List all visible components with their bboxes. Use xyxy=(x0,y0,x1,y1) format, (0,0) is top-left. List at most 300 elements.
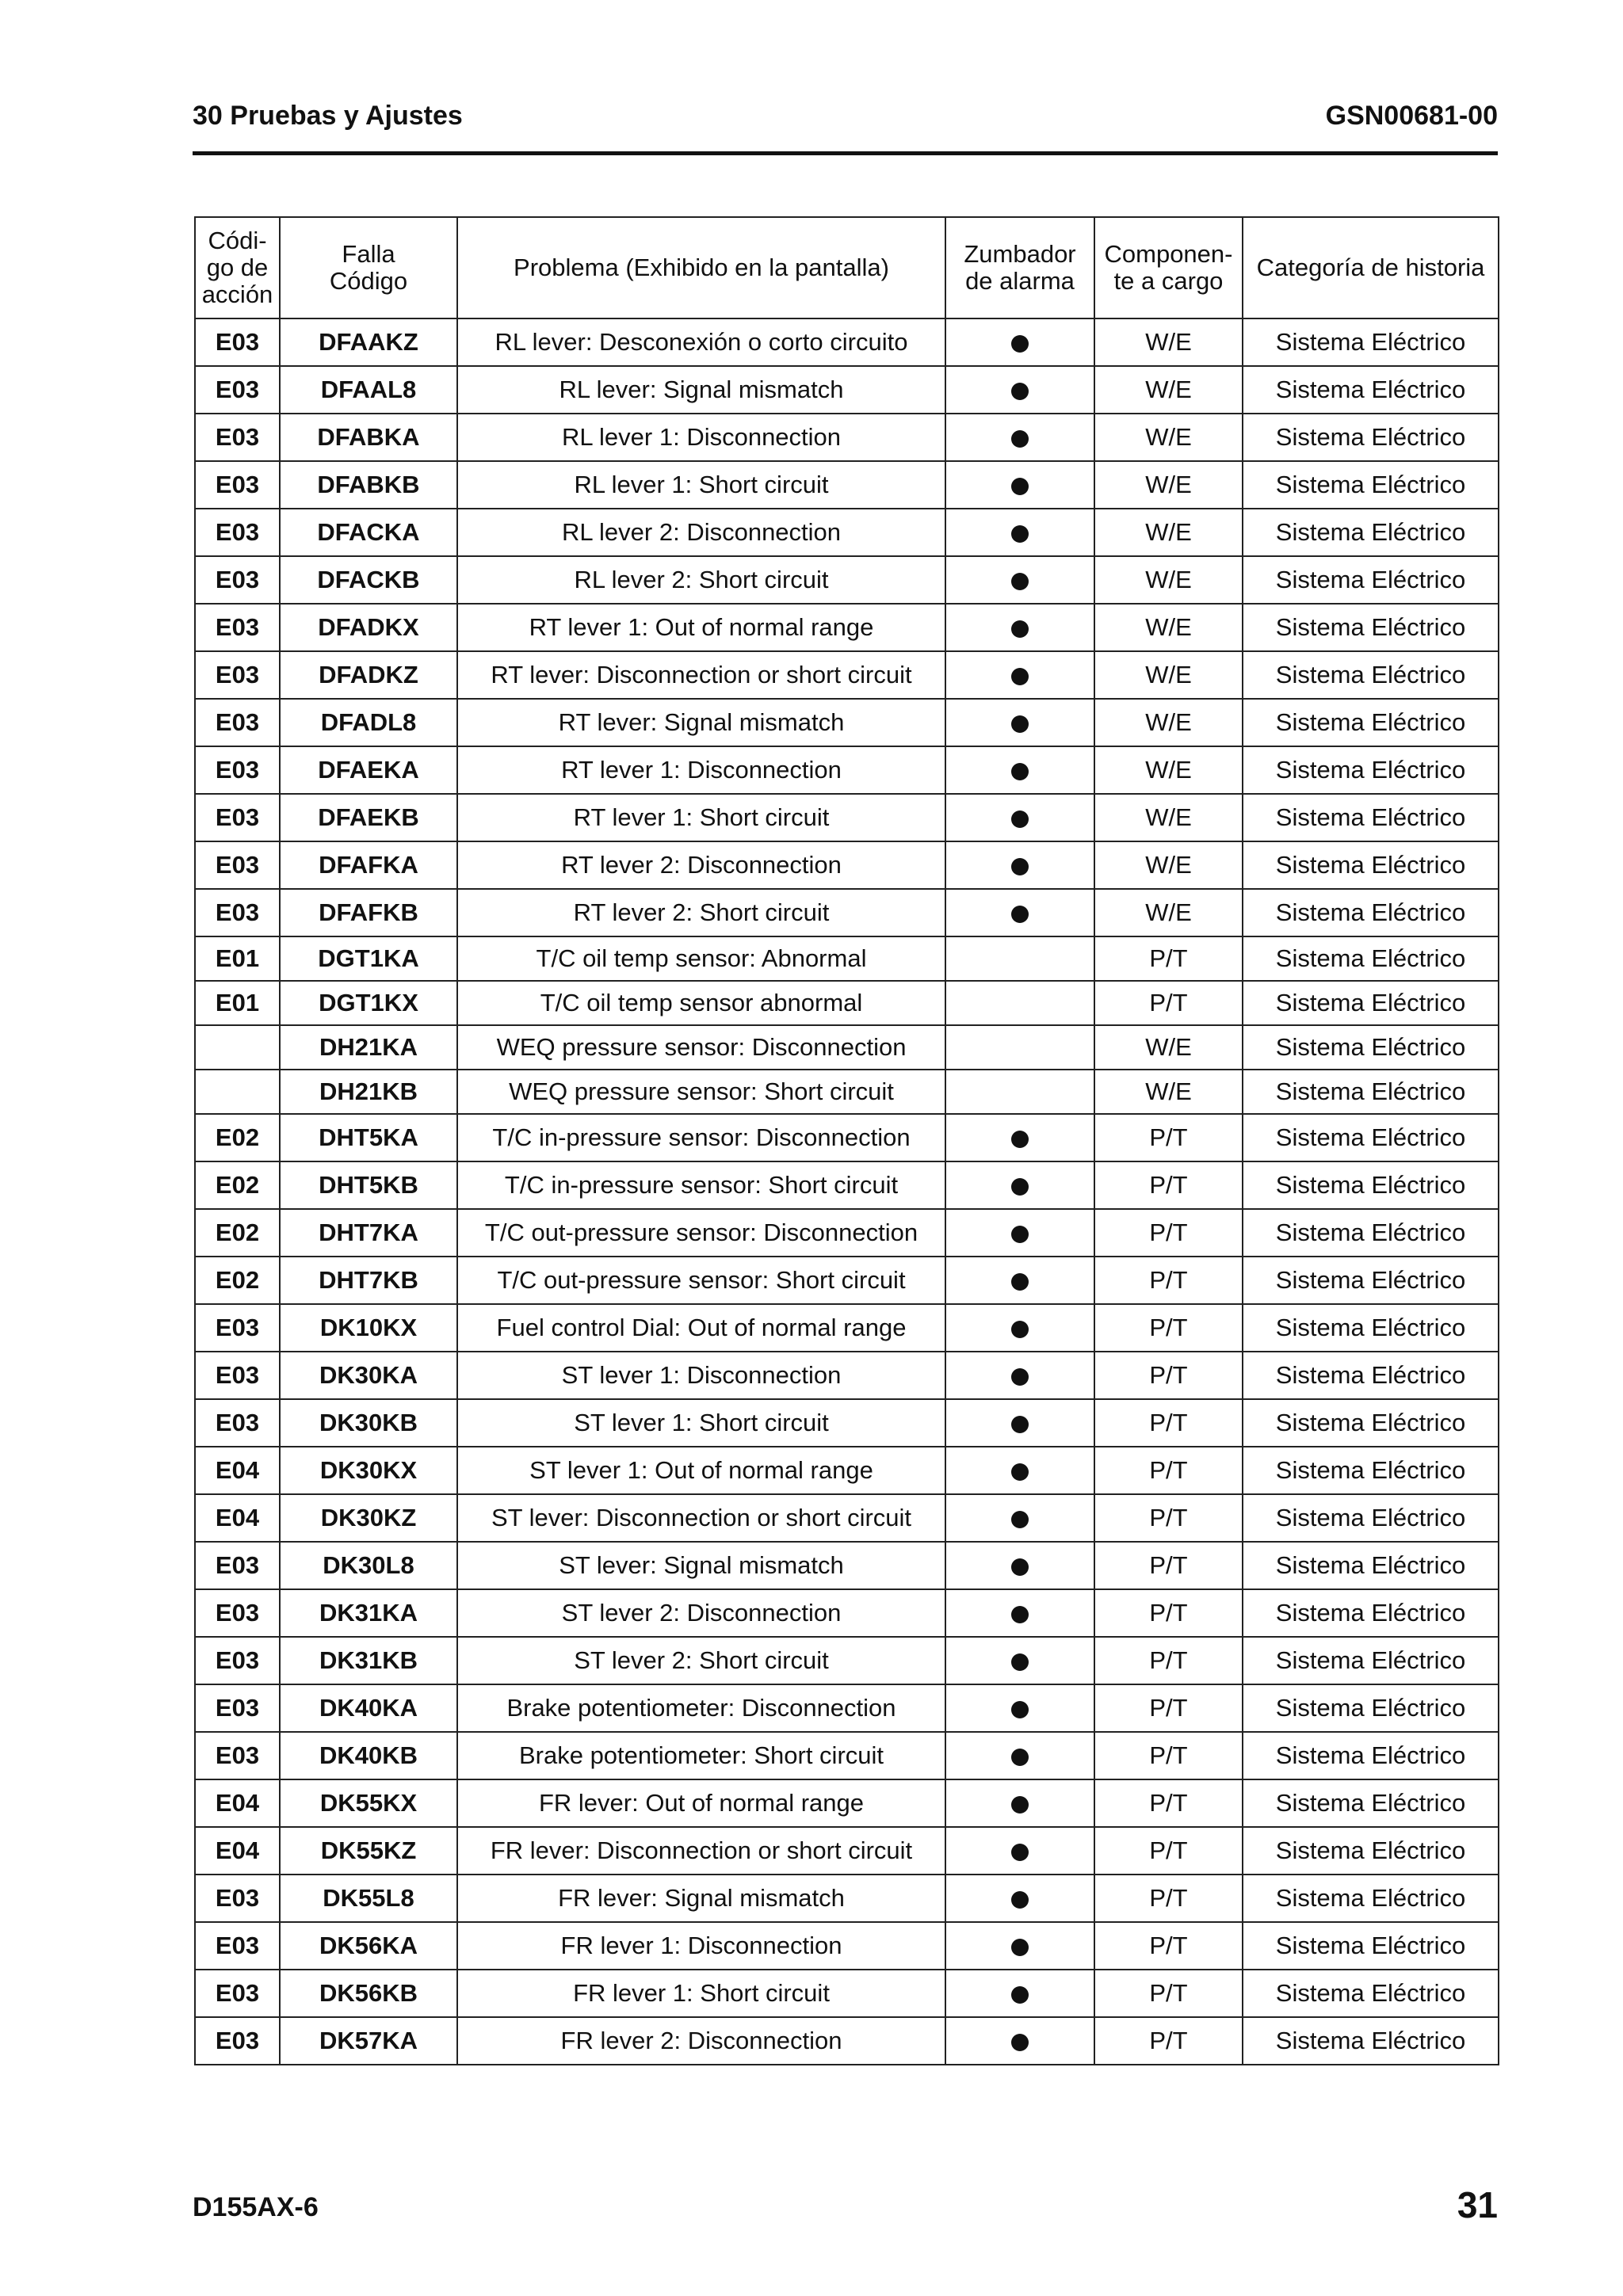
action-code-cell: E03 xyxy=(195,318,280,366)
fault-code-cell: DK30KB xyxy=(280,1399,457,1447)
problem-cell: RT lever 1: Disconnection xyxy=(457,746,945,794)
fault-code-cell: DFAAKZ xyxy=(280,318,457,366)
table-row xyxy=(195,794,1499,841)
alarm-cell xyxy=(945,366,1094,414)
component-cell: P/T xyxy=(1094,1922,1243,1970)
component-cell: P/T xyxy=(1094,1114,1243,1161)
action-code-cell: E03 xyxy=(195,461,280,509)
table-row xyxy=(195,1970,1499,2017)
alarm-dot-icon xyxy=(1011,1463,1029,1481)
component-cell: P/T xyxy=(1094,1542,1243,1589)
fault-code-cell: DFADKX xyxy=(280,604,457,651)
table-row xyxy=(195,1114,1499,1161)
table-row xyxy=(195,461,1499,509)
fault-code-cell: DFABKB xyxy=(280,461,457,509)
alarm-cell xyxy=(945,889,1094,936)
category-cell: Sistema Eléctrico xyxy=(1243,699,1499,746)
component-cell: W/E xyxy=(1094,414,1243,461)
fault-code-table xyxy=(194,216,1499,2065)
alarm-dot-icon xyxy=(1011,906,1029,923)
table-row xyxy=(195,651,1499,699)
fault-code-cell: DH21KA xyxy=(280,1025,457,1070)
problem-cell: ST lever: Signal mismatch xyxy=(457,1542,945,1589)
table-row xyxy=(195,699,1499,746)
col-header-problema: Problema (Exhibido en la pantalla) xyxy=(457,217,945,318)
col-header-alarma: Zumbador de alarma xyxy=(945,217,1094,318)
problem-cell: RL lever 1: Short circuit xyxy=(457,461,945,509)
alarm-cell xyxy=(945,1257,1094,1304)
table-row xyxy=(195,1827,1499,1875)
alarm-cell xyxy=(945,1352,1094,1399)
alarm-cell xyxy=(945,1827,1094,1875)
fault-code-cell: DH21KB xyxy=(280,1070,457,1114)
table-row xyxy=(195,1732,1499,1779)
alarm-dot-icon xyxy=(1011,620,1029,638)
alarm-cell xyxy=(945,1542,1094,1589)
problem-cell: ST lever 2: Short circuit xyxy=(457,1637,945,1684)
action-code-cell: E03 xyxy=(195,1589,280,1637)
fault-code-cell: DGT1KX xyxy=(280,981,457,1025)
category-cell: Sistema Eléctrico xyxy=(1243,651,1499,699)
fault-code-cell: DFAFKB xyxy=(280,889,457,936)
table-row xyxy=(195,604,1499,651)
problem-cell: WEQ pressure sensor: Short circuit xyxy=(457,1070,945,1114)
component-cell: W/E xyxy=(1094,841,1243,889)
component-cell: P/T xyxy=(1094,1161,1243,1209)
table-row xyxy=(195,1257,1499,1304)
component-cell: P/T xyxy=(1094,1304,1243,1352)
fault-code-cell: DFAEKB xyxy=(280,794,457,841)
category-cell: Sistema Eléctrico xyxy=(1243,1970,1499,2017)
component-cell: P/T xyxy=(1094,1827,1243,1875)
fault-code-cell: DFACKA xyxy=(280,509,457,556)
category-cell: Sistema Eléctrico xyxy=(1243,1922,1499,1970)
fault-code-cell: DFACKB xyxy=(280,556,457,604)
alarm-cell xyxy=(945,556,1094,604)
alarm-cell xyxy=(945,794,1094,841)
fault-code-cell: DK56KB xyxy=(280,1970,457,2017)
component-cell: P/T xyxy=(1094,936,1243,981)
alarm-dot-icon xyxy=(1011,430,1029,448)
fault-code-cell: DK30KA xyxy=(280,1352,457,1399)
category-cell: Sistema Eléctrico xyxy=(1243,2017,1499,2065)
table-row xyxy=(195,1779,1499,1827)
problem-cell: RT lever 2: Short circuit xyxy=(457,889,945,936)
component-cell: P/T xyxy=(1094,1447,1243,1494)
alarm-dot-icon xyxy=(1011,1891,1029,1909)
table-row xyxy=(195,1494,1499,1542)
problem-cell: Fuel control Dial: Out of normal range xyxy=(457,1304,945,1352)
component-cell: W/E xyxy=(1094,794,1243,841)
category-cell: Sistema Eléctrico xyxy=(1243,1827,1499,1875)
alarm-dot-icon xyxy=(1011,1939,1029,1956)
action-code-cell: E04 xyxy=(195,1494,280,1542)
alarm-cell xyxy=(945,1070,1094,1114)
alarm-dot-icon xyxy=(1011,573,1029,590)
category-cell: Sistema Eléctrico xyxy=(1243,1161,1499,1209)
alarm-cell xyxy=(945,509,1094,556)
action-code-cell: E03 xyxy=(195,794,280,841)
category-cell: Sistema Eléctrico xyxy=(1243,841,1499,889)
category-cell: Sistema Eléctrico xyxy=(1243,1542,1499,1589)
component-cell: W/E xyxy=(1094,604,1243,651)
problem-cell: T/C oil temp sensor abnormal xyxy=(457,981,945,1025)
problem-cell: FR lever 2: Disconnection xyxy=(457,2017,945,2065)
problem-cell: T/C out-pressure sensor: Disconnection xyxy=(457,1209,945,1257)
component-cell: W/E xyxy=(1094,746,1243,794)
alarm-cell xyxy=(945,936,1094,981)
table-row xyxy=(195,746,1499,794)
fault-code-cell: DFABKA xyxy=(280,414,457,461)
problem-cell: RT lever: Signal mismatch xyxy=(457,699,945,746)
component-cell: P/T xyxy=(1094,1494,1243,1542)
alarm-cell xyxy=(945,461,1094,509)
alarm-dot-icon xyxy=(1011,763,1029,780)
action-code-cell: E03 xyxy=(195,1637,280,1684)
fault-code-cell: DK55KZ xyxy=(280,1827,457,1875)
problem-cell: ST lever 1: Out of normal range xyxy=(457,1447,945,1494)
component-cell: P/T xyxy=(1094,1732,1243,1779)
alarm-dot-icon xyxy=(1011,1511,1029,1528)
col-header-accion: Códi- go de acción xyxy=(195,217,280,318)
action-code-cell: E03 xyxy=(195,1399,280,1447)
category-cell: Sistema Eléctrico xyxy=(1243,1637,1499,1684)
component-cell: W/E xyxy=(1094,509,1243,556)
alarm-cell xyxy=(945,651,1094,699)
fault-code-cell: DHT7KB xyxy=(280,1257,457,1304)
table-row xyxy=(195,981,1499,1025)
category-cell: Sistema Eléctrico xyxy=(1243,1025,1499,1070)
category-cell: Sistema Eléctrico xyxy=(1243,746,1499,794)
table-row xyxy=(195,509,1499,556)
component-cell: W/E xyxy=(1094,556,1243,604)
action-code-cell: E03 xyxy=(195,1970,280,2017)
category-cell: Sistema Eléctrico xyxy=(1243,1257,1499,1304)
alarm-cell xyxy=(945,1161,1094,1209)
component-cell: P/T xyxy=(1094,1257,1243,1304)
fault-code-cell: DK30KZ xyxy=(280,1494,457,1542)
action-code-cell: E03 xyxy=(195,746,280,794)
fault-code-cell: DK57KA xyxy=(280,2017,457,2065)
problem-cell: FR lever: Signal mismatch xyxy=(457,1875,945,1922)
col-header-componente: Componen- te a cargo xyxy=(1094,217,1243,318)
category-cell: Sistema Eléctrico xyxy=(1243,604,1499,651)
action-code-cell: E02 xyxy=(195,1161,280,1209)
table-row xyxy=(195,1589,1499,1637)
alarm-cell xyxy=(945,841,1094,889)
component-cell: P/T xyxy=(1094,1352,1243,1399)
alarm-cell xyxy=(945,2017,1094,2065)
category-cell: Sistema Eléctrico xyxy=(1243,1114,1499,1161)
table-row xyxy=(195,1922,1499,1970)
component-cell: W/E xyxy=(1094,889,1243,936)
fault-code-cell: DGT1KA xyxy=(280,936,457,981)
component-cell: P/T xyxy=(1094,1399,1243,1447)
problem-cell: FR lever 1: Disconnection xyxy=(457,1922,945,1970)
alarm-dot-icon xyxy=(1011,858,1029,875)
action-code-cell: E03 xyxy=(195,509,280,556)
problem-cell: RL lever 1: Disconnection xyxy=(457,414,945,461)
fault-code-cell: DFAEKA xyxy=(280,746,457,794)
action-code-cell: E03 xyxy=(195,889,280,936)
action-code-cell: E01 xyxy=(195,936,280,981)
problem-cell: RL lever: Signal mismatch xyxy=(457,366,945,414)
component-cell: W/E xyxy=(1094,318,1243,366)
fault-code-cell: DK55L8 xyxy=(280,1875,457,1922)
action-code-cell: E03 xyxy=(195,1922,280,1970)
alarm-dot-icon xyxy=(1011,1606,1029,1623)
fault-code-cell: DFADL8 xyxy=(280,699,457,746)
table-row xyxy=(195,2017,1499,2065)
table-row xyxy=(195,1025,1499,1070)
problem-cell: RT lever 1: Out of normal range xyxy=(457,604,945,651)
problem-cell: RL lever 2: Short circuit xyxy=(457,556,945,604)
alarm-cell xyxy=(945,604,1094,651)
problem-cell: Brake potentiometer: Short circuit xyxy=(457,1732,945,1779)
alarm-dot-icon xyxy=(1011,715,1029,733)
action-code-cell: E03 xyxy=(195,651,280,699)
component-cell: W/E xyxy=(1094,1025,1243,1070)
component-cell: P/T xyxy=(1094,981,1243,1025)
fault-code-cell: DHT7KA xyxy=(280,1209,457,1257)
alarm-cell xyxy=(945,1922,1094,1970)
alarm-cell xyxy=(945,1589,1094,1637)
table-row xyxy=(195,889,1499,936)
component-cell: W/E xyxy=(1094,699,1243,746)
alarm-cell xyxy=(945,1304,1094,1352)
problem-cell: RT lever: Disconnection or short circuit xyxy=(457,651,945,699)
alarm-cell xyxy=(945,1399,1094,1447)
page-number: 31 xyxy=(1457,2184,1498,2225)
alarm-cell xyxy=(945,1684,1094,1732)
fault-code-cell: DK31KA xyxy=(280,1589,457,1637)
fault-code-cell: DK55KX xyxy=(280,1779,457,1827)
component-cell: P/T xyxy=(1094,2017,1243,2065)
problem-cell: ST lever 1: Short circuit xyxy=(457,1399,945,1447)
alarm-dot-icon xyxy=(1011,1178,1029,1196)
problem-cell: ST lever: Disconnection or short circuit xyxy=(457,1494,945,1542)
category-cell: Sistema Eléctrico xyxy=(1243,461,1499,509)
action-code-cell: E03 xyxy=(195,556,280,604)
fault-code-cell: DK10KX xyxy=(280,1304,457,1352)
table-row xyxy=(195,1542,1499,1589)
alarm-dot-icon xyxy=(1011,1701,1029,1718)
category-cell: Sistema Eléctrico xyxy=(1243,1494,1499,1542)
alarm-dot-icon xyxy=(1011,1749,1029,1766)
alarm-cell xyxy=(945,1779,1094,1827)
category-cell: Sistema Eléctrico xyxy=(1243,1070,1499,1114)
action-code-cell: E04 xyxy=(195,1447,280,1494)
fault-code-cell: DK40KB xyxy=(280,1732,457,1779)
action-code-cell: E03 xyxy=(195,699,280,746)
problem-cell: RL lever 2: Disconnection xyxy=(457,509,945,556)
component-cell: P/T xyxy=(1094,1875,1243,1922)
table-row xyxy=(195,1447,1499,1494)
action-code-cell: E03 xyxy=(195,366,280,414)
problem-cell: ST lever 1: Disconnection xyxy=(457,1352,945,1399)
category-cell: Sistema Eléctrico xyxy=(1243,936,1499,981)
problem-cell: RT lever 1: Short circuit xyxy=(457,794,945,841)
fault-code-cell: DK40KA xyxy=(280,1684,457,1732)
table-row xyxy=(195,318,1499,366)
alarm-cell xyxy=(945,1970,1094,2017)
component-cell: P/T xyxy=(1094,1684,1243,1732)
alarm-cell xyxy=(945,1025,1094,1070)
problem-cell: Brake potentiometer: Disconnection xyxy=(457,1684,945,1732)
fault-code-cell: DFAFKA xyxy=(280,841,457,889)
alarm-dot-icon xyxy=(1011,1131,1029,1148)
category-cell: Sistema Eléctrico xyxy=(1243,414,1499,461)
alarm-dot-icon xyxy=(1011,1226,1029,1243)
alarm-cell xyxy=(945,1637,1094,1684)
table-row xyxy=(195,1161,1499,1209)
category-cell: Sistema Eléctrico xyxy=(1243,981,1499,1025)
section-title: 30 Pruebas y Ajustes xyxy=(193,101,463,131)
action-code-cell xyxy=(195,1025,280,1070)
problem-cell: FR lever: Disconnection or short circuit xyxy=(457,1827,945,1875)
problem-cell: FR lever: Out of normal range xyxy=(457,1779,945,1827)
action-code-cell: E03 xyxy=(195,414,280,461)
table-row xyxy=(195,366,1499,414)
fault-code-cell: DK30L8 xyxy=(280,1542,457,1589)
action-code-cell: E03 xyxy=(195,1304,280,1352)
category-cell: Sistema Eléctrico xyxy=(1243,1779,1499,1827)
alarm-dot-icon xyxy=(1011,1273,1029,1291)
table-row xyxy=(195,1070,1499,1114)
action-code-cell: E03 xyxy=(195,604,280,651)
action-code-cell: E04 xyxy=(195,1827,280,1875)
action-code-cell: E03 xyxy=(195,1542,280,1589)
fault-code-cell: DFAAL8 xyxy=(280,366,457,414)
alarm-dot-icon xyxy=(1011,478,1029,495)
table-header-row xyxy=(195,217,1499,318)
table-row xyxy=(195,936,1499,981)
table-row xyxy=(195,1399,1499,1447)
category-cell: Sistema Eléctrico xyxy=(1243,509,1499,556)
category-cell: Sistema Eléctrico xyxy=(1243,318,1499,366)
alarm-cell xyxy=(945,1447,1094,1494)
table-row xyxy=(195,841,1499,889)
table-body xyxy=(195,318,1499,2065)
action-code-cell: E03 xyxy=(195,1732,280,1779)
action-code-cell: E03 xyxy=(195,1875,280,1922)
category-cell: Sistema Eléctrico xyxy=(1243,1732,1499,1779)
category-cell: Sistema Eléctrico xyxy=(1243,556,1499,604)
category-cell: Sistema Eléctrico xyxy=(1243,1352,1499,1399)
action-code-cell xyxy=(195,1070,280,1114)
table-row xyxy=(195,1304,1499,1352)
component-cell: W/E xyxy=(1094,1070,1243,1114)
action-code-cell: E03 xyxy=(195,1352,280,1399)
alarm-dot-icon xyxy=(1011,1986,1029,2004)
alarm-dot-icon xyxy=(1011,1368,1029,1386)
table-row xyxy=(195,1684,1499,1732)
alarm-dot-icon xyxy=(1011,383,1029,400)
alarm-dot-icon xyxy=(1011,525,1029,543)
action-code-cell: E04 xyxy=(195,1779,280,1827)
alarm-dot-icon xyxy=(1011,1844,1029,1861)
alarm-cell xyxy=(945,1209,1094,1257)
alarm-cell xyxy=(945,414,1094,461)
action-code-cell: E03 xyxy=(195,2017,280,2065)
problem-cell: T/C in-pressure sensor: Disconnection xyxy=(457,1114,945,1161)
category-cell: Sistema Eléctrico xyxy=(1243,1399,1499,1447)
action-code-cell: E03 xyxy=(195,841,280,889)
problem-cell: RT lever 2: Disconnection xyxy=(457,841,945,889)
component-cell: P/T xyxy=(1094,1779,1243,1827)
problem-cell: WEQ pressure sensor: Disconnection xyxy=(457,1025,945,1070)
alarm-cell xyxy=(945,981,1094,1025)
alarm-cell xyxy=(945,1114,1094,1161)
alarm-cell xyxy=(945,699,1094,746)
table-row xyxy=(195,1875,1499,1922)
table-row xyxy=(195,556,1499,604)
action-code-cell: E02 xyxy=(195,1209,280,1257)
problem-cell: RL lever: Desconexión o corto circuito xyxy=(457,318,945,366)
alarm-dot-icon xyxy=(1011,1558,1029,1576)
component-cell: P/T xyxy=(1094,1637,1243,1684)
table-row xyxy=(195,1209,1499,1257)
fault-code-cell: DHT5KA xyxy=(280,1114,457,1161)
category-cell: Sistema Eléctrico xyxy=(1243,1209,1499,1257)
alarm-dot-icon xyxy=(1011,1321,1029,1338)
component-cell: W/E xyxy=(1094,366,1243,414)
component-cell: P/T xyxy=(1094,1589,1243,1637)
component-cell: P/T xyxy=(1094,1209,1243,1257)
component-cell: W/E xyxy=(1094,651,1243,699)
category-cell: Sistema Eléctrico xyxy=(1243,366,1499,414)
alarm-dot-icon xyxy=(1011,2034,1029,2051)
fault-code-cell: DK31KB xyxy=(280,1637,457,1684)
alarm-dot-icon xyxy=(1011,1796,1029,1814)
problem-cell: T/C in-pressure sensor: Short circuit xyxy=(457,1161,945,1209)
action-code-cell: E02 xyxy=(195,1257,280,1304)
document-code: GSN00681-00 xyxy=(1325,101,1498,131)
category-cell: Sistema Eléctrico xyxy=(1243,1304,1499,1352)
component-cell: P/T xyxy=(1094,1970,1243,2017)
alarm-cell xyxy=(945,318,1094,366)
table-row xyxy=(195,414,1499,461)
problem-cell: ST lever 2: Disconnection xyxy=(457,1589,945,1637)
action-code-cell: E02 xyxy=(195,1114,280,1161)
table-row xyxy=(195,1637,1499,1684)
alarm-dot-icon xyxy=(1011,1416,1029,1433)
component-cell: W/E xyxy=(1094,461,1243,509)
fault-code-cell: DK56KA xyxy=(280,1922,457,1970)
alarm-dot-icon xyxy=(1011,1653,1029,1671)
problem-cell: T/C oil temp sensor: Abnormal xyxy=(457,936,945,981)
problem-cell: FR lever 1: Short circuit xyxy=(457,1970,945,2017)
model-label: D155AX-6 xyxy=(193,2192,319,2222)
category-cell: Sistema Eléctrico xyxy=(1243,889,1499,936)
action-code-cell: E03 xyxy=(195,1684,280,1732)
alarm-cell xyxy=(945,1494,1094,1542)
fault-code-cell: DHT5KB xyxy=(280,1161,457,1209)
alarm-dot-icon xyxy=(1011,668,1029,685)
col-header-codigo: Falla Código xyxy=(280,217,457,318)
action-code-cell: E01 xyxy=(195,981,280,1025)
category-cell: Sistema Eléctrico xyxy=(1243,1447,1499,1494)
category-cell: Sistema Eléctrico xyxy=(1243,1875,1499,1922)
alarm-cell xyxy=(945,746,1094,794)
header-divider xyxy=(193,151,1498,155)
alarm-cell xyxy=(945,1732,1094,1779)
col-header-categoria: Categoría de historia xyxy=(1243,217,1499,318)
problem-cell: T/C out-pressure sensor: Short circuit xyxy=(457,1257,945,1304)
alarm-dot-icon xyxy=(1011,810,1029,828)
alarm-cell xyxy=(945,1875,1094,1922)
category-cell: Sistema Eléctrico xyxy=(1243,1684,1499,1732)
